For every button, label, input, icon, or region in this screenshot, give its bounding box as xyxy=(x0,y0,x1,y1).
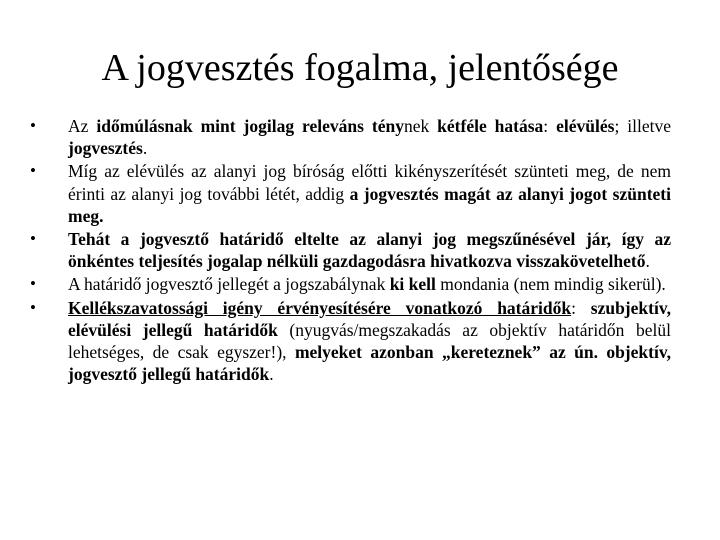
bullet-text-segment: kétféle hatása xyxy=(437,116,544,136)
bullet-text-segment: időmúlásnak mint jogilag releváns tény xyxy=(96,116,404,136)
bullet-marker: • xyxy=(30,229,36,249)
bullet-text-segment: Tehát a jogvesztő határidő eltelte az alanyi jog megszűnésével jár, így az önkéntes teljesítés jogalap nélküli gazdagodásra hivatkozva visszakövetelhető xyxy=(68,229,671,272)
bullet-item xyxy=(26,228,671,272)
bullet-marker: • xyxy=(30,297,36,317)
bullet-item xyxy=(26,297,671,386)
bullet-text-segment: a jogvesztés magát az alanyi jogot szünteti meg. xyxy=(68,183,671,226)
bullet-text-segment: elévülés xyxy=(556,116,615,136)
bullet-text-segment: jogvesztés xyxy=(68,138,143,159)
bullet-text-segment: A határidő jogvesztő jellegét a jogszabálynak xyxy=(68,274,390,295)
bullet-text-segment: ki kell xyxy=(389,274,436,295)
bullet-item xyxy=(26,273,671,295)
bullet-item xyxy=(26,115,671,159)
bullet-text-segment: . xyxy=(645,251,650,272)
bullet-text-segment: . xyxy=(142,138,148,159)
bullet-text-segment: : xyxy=(571,297,591,318)
bullet-text-segment: ; illetve xyxy=(614,116,671,136)
bullet-text-segment: melyeket azonban „kereteznek” az ún. objektív, jogvesztő jellegű határidők xyxy=(68,342,671,385)
bullet-marker: • xyxy=(30,161,36,181)
bullet-text-segment: Az xyxy=(68,116,97,136)
bullet-text-segment: : xyxy=(543,116,557,136)
bullet-text-segment: nek xyxy=(403,116,438,136)
bullet-item xyxy=(26,160,671,227)
bullet-list xyxy=(26,115,671,386)
slide-title: A jogvesztés fogalma, jelentősége xyxy=(101,47,619,89)
bullet-text-segment: Míg az elévülés az alanyi jog bíróság előtti kikényszerítését szünteti meg, de nem érinti az alanyi jog további létét, addig xyxy=(68,161,671,204)
bullet-text-segment: . xyxy=(269,364,274,385)
bullet-marker: • xyxy=(30,274,36,294)
bullet-text-segment: mondania (nem mindig sikerül). xyxy=(435,274,666,295)
bullet-text-segment: (nyugvás/megszakadás az objektív határidőn belül lehetséges, de csak egyszer!), xyxy=(68,319,671,363)
bullet-text-segment: szubjektív, elévülési jellegű határidők xyxy=(68,297,671,340)
bullet-text-segment: Kellékszavatossági igény érvényesítésére vonatkozó határidők xyxy=(68,297,572,318)
bullet-marker: • xyxy=(30,116,36,135)
